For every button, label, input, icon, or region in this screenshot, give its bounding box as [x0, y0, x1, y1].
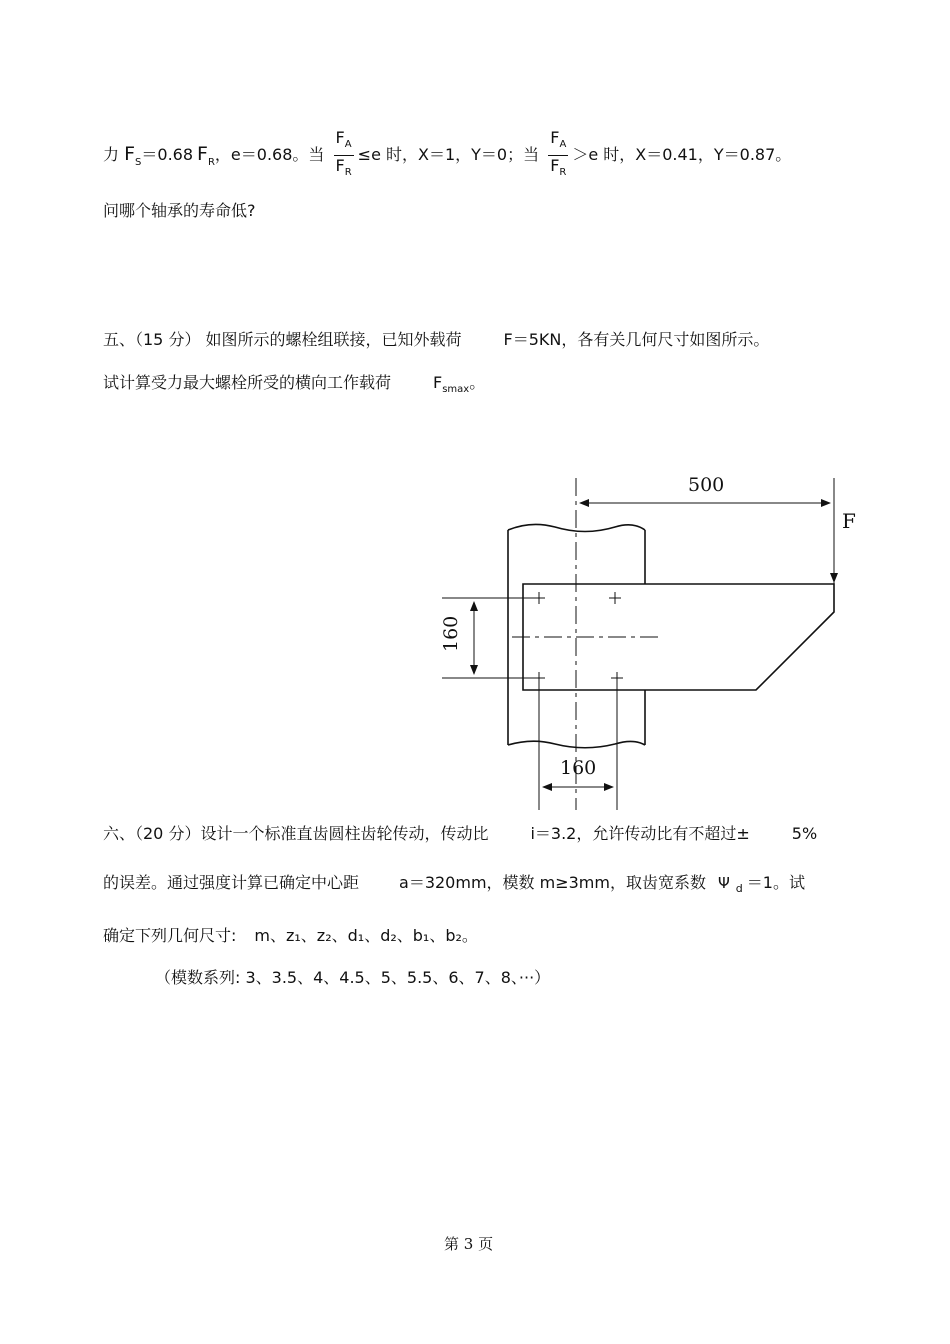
q4-text-1: 力	[103, 145, 125, 165]
fa-over-fr-fraction-1: $\frac{F_A}{F_R}$	[335, 128, 352, 179]
q6-line-1c: 5%	[791, 824, 818, 843]
q6-line-4: （模数系列: 3、3.5、4、4.5、5、5.5、6、7、8、···）	[155, 968, 551, 987]
q5-line-2a: 试计算受力最大螺栓所受的横向工作载荷	[103, 373, 392, 392]
q6-line-1a: 六、（20 分）设计一个标准直齿圆柱齿轮传动，传动比	[103, 824, 489, 843]
fsmax-symbol: $F_{smax}$	[433, 373, 470, 396]
page-number: 第 3 页	[444, 1235, 494, 1253]
q6-line-2b: a＝320mm，模数 m≥3mm，取齿宽系数	[399, 873, 706, 892]
q5-line-1a: 五、（15 分） 如图所示的螺栓组联接，已知外载荷	[103, 330, 462, 349]
dim-160-horizontal-label: 160	[560, 757, 597, 779]
fr-symbol: $F_R$	[197, 143, 215, 168]
q6-line-3a: 确定下列几何尺寸:	[103, 926, 237, 945]
dim-500-label: 500	[688, 474, 725, 496]
fs-symbol: $F_S$	[124, 143, 142, 168]
bolt-bottom-right	[611, 672, 623, 684]
q4-text-3: ，e＝0.68。当	[214, 145, 325, 165]
q6-line-2c: ＝1。试	[746, 873, 805, 892]
q5-line-1b: F＝5KN，各有关几何尺寸如图所示。	[503, 330, 770, 349]
dim-160-vertical-label: 160	[440, 615, 462, 652]
q6-line-3b: m、z₁、z₂、d₁、d₂、b₁、b₂。	[254, 926, 478, 945]
force-label: F	[842, 509, 856, 533]
q6-line-2a: 的误差。通过强度计算已确定中心距	[103, 873, 360, 892]
q6-line-1	[103, 824, 817, 844]
q4-question: 问哪个轴承的寿命低?	[103, 201, 256, 220]
q6-line-3	[103, 926, 478, 946]
q4-text-2: ＝0.68	[141, 145, 194, 165]
q4-text-5: ＞e 时，X＝0.41，Y＝0.87。	[572, 145, 792, 165]
q6-line-1b: i＝3.2，允许传动比有不超过±	[530, 824, 750, 843]
fa-over-fr-fraction-2: $\frac{F_A}{F_R}$	[550, 128, 567, 179]
bolt-top-right	[609, 592, 621, 604]
psi-d-symbol: Ψ $_d$	[717, 874, 743, 896]
q6-line-2	[103, 873, 805, 899]
q5-line-2c: 。	[469, 373, 486, 392]
q4-text-4: ≤e 时，X＝1，Y＝0；当	[357, 145, 540, 165]
